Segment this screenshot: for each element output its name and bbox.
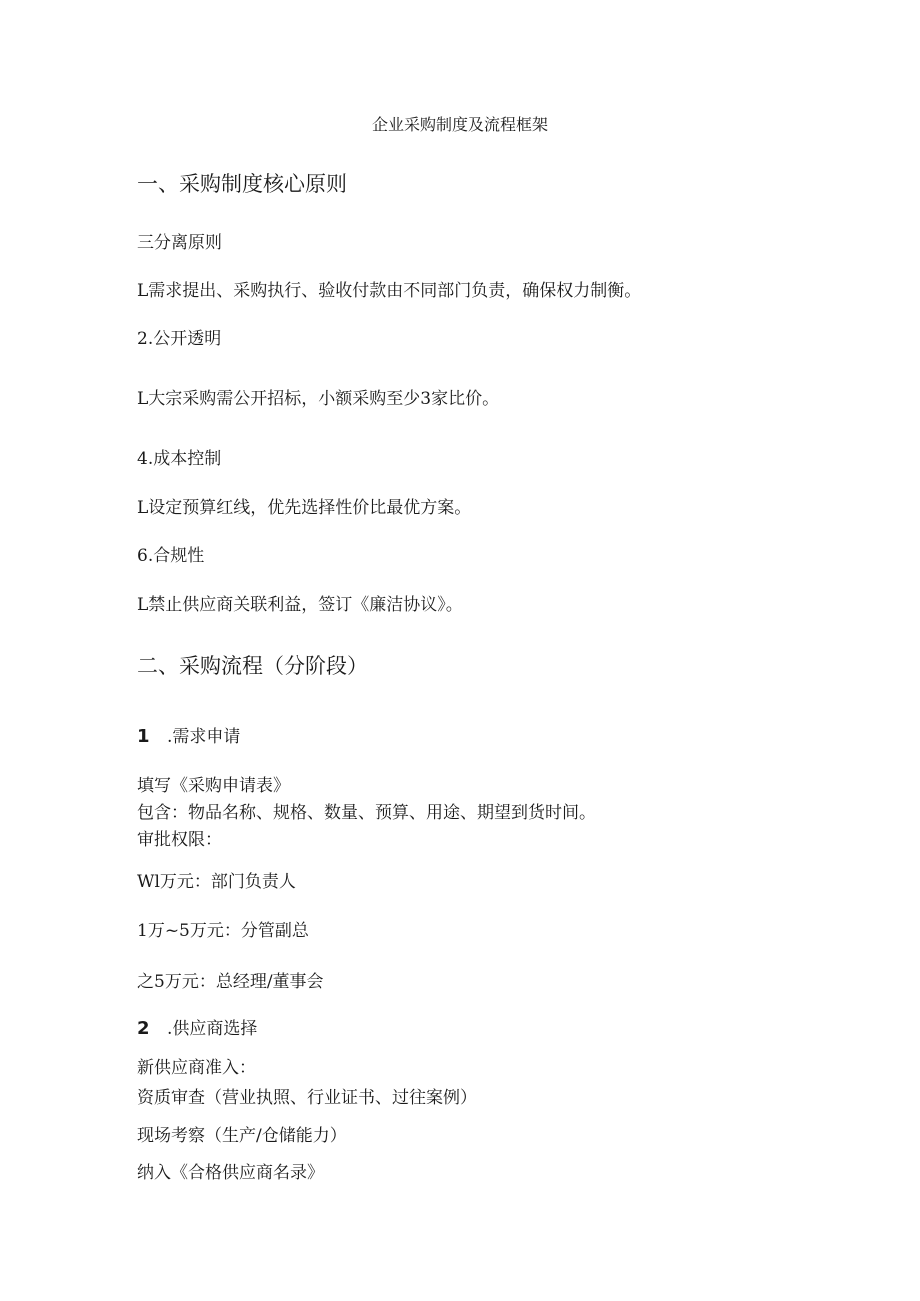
section-heading-process: 二、采购流程（分阶段） <box>137 654 368 678</box>
step-number: 1 <box>137 726 150 747</box>
section-heading-principles: 一、采购制度核心原则 <box>137 172 347 196</box>
request-line: 包含：物品名称、规格、数量、预算、用途、期望到货时间。 <box>137 803 596 823</box>
principle-title-compliance: 6.合规性 <box>137 546 205 566</box>
principle-text-compliance: L禁止供应商关联利益，签订《廉洁协议》。 <box>137 595 463 615</box>
principle-title-transparency: 2.公开透明 <box>137 329 222 349</box>
supplier-line: 新供应商准入： <box>137 1058 256 1078</box>
principle-text-cost: L设定预算红线，优先选择性价比最优方案。 <box>137 498 472 518</box>
principle-text-separation: L需求提出、采购执行、验收付款由不同部门负责，确保权力制衡。 <box>137 281 642 301</box>
principle-title-separation: 三分离原则 <box>137 233 222 253</box>
step-label: .需求申请 <box>167 727 241 747</box>
supplier-line: 资质审查（营业执照、行业证书、过往案例） <box>137 1088 477 1108</box>
step-label: .供应商选择 <box>167 1019 258 1039</box>
supplier-line: 现场考察（生产/仓储能力） <box>137 1126 347 1146</box>
approval-item: Wl万元：部门负责人 <box>137 872 296 892</box>
request-line: 审批权限： <box>137 830 222 850</box>
approval-item: 之5万元：总经理/董事会 <box>137 972 324 992</box>
document-title: 企业采购制度及流程框架 <box>371 115 548 134</box>
supplier-line: 纳入《合格供应商名录》 <box>137 1163 324 1183</box>
step-heading-request <box>137 726 240 748</box>
principle-text-transparency: L大宗采购需公开招标，小额采购至少3家比价。 <box>137 389 500 409</box>
request-line: 填写《采购申请表》 <box>137 776 290 796</box>
principle-title-cost: 4.成本控制 <box>137 449 222 469</box>
step-number: 2 <box>137 1018 150 1039</box>
step-heading-supplier <box>137 1018 257 1040</box>
approval-item: 1万~5万元：分管副总 <box>137 921 309 941</box>
